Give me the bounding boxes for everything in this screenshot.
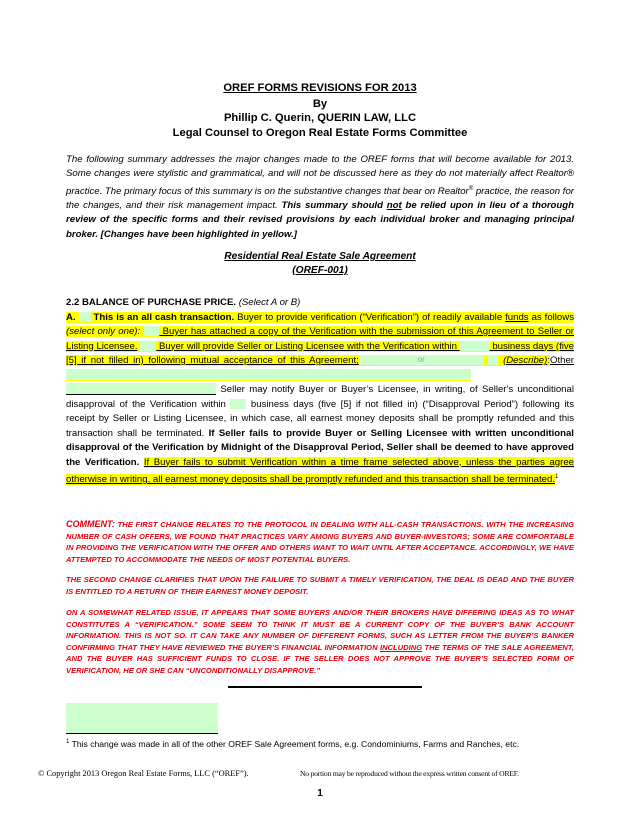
clause-body: A. This is an all cash transaction. Buyer to provide verification (“Verification”) of readily available funds as follows (select only one): Buyer has attached a copy of the Verification with the submission of this Agreement to Seller or Listing Licensee. Buyer will provide Seller or Listing Licensee with the Verification within business days (five [5] if not filled in) following mutual acceptance of this Agreement; or Other (Describe): Seller may notify Buyer or Buyer’s Licensee, in writing, of Seller's unconditional disapproval of the Verification within business days (five [5] if not filled in) (“Disapproval Period”) following its receipt by Seller or Listing Licensee, in which case, all earnest money deposits shall be promptly refunded and this transaction shall be terminated. If Seller fails to provide Buyer or Selling Licensee with written unconditional disapproval of the Verification by Midnight of the Disapproval Period, Seller shall be deemed to have approved the Verification. If Buyer fails to submit Verification within a time frame selected above, unless the parties agree otherwise in writing, all earnest money deposits shall be promptly refunded and this transaction shall be terminated.$^1$	[66, 311, 575, 486]
other-checkbox[interactable]	[488, 355, 498, 365]
doc-author: Phillip C. Querin, QUERIN LAW, LLC	[223, 112, 417, 124]
section-title: Residential Real Estate Sale Agreement	[224, 251, 416, 262]
doc-author-role: Legal Counsel to Oregon Real Estate Forms Committee	[172, 127, 468, 139]
footnote-separator	[66, 733, 218, 734]
verification-attached-checkbox[interactable]	[143, 326, 159, 336]
reproduction-notice: No portion may be reproduced without the express written consent of OREF.	[300, 769, 519, 778]
copyright: © Copyright 2013 Oregon Real Estate Forms, LLC (“OREF”).	[38, 769, 249, 778]
other-label: Other	[550, 355, 574, 366]
disapproval-days-field[interactable]	[230, 399, 246, 409]
blank-field[interactable]	[66, 703, 218, 733]
doc-title: OREF FORMS REVISIONS FOR 2013	[223, 82, 417, 94]
option-a-checkbox[interactable]	[79, 312, 91, 322]
other-describe-field-2[interactable]	[66, 383, 216, 395]
doc-by: By	[312, 98, 328, 110]
other-describe-field[interactable]	[66, 369, 471, 380]
clause-2-2	[66, 296, 574, 488]
footnote-ref[interactable]: 1	[555, 474, 559, 480]
comment-1: COMMENT: THE FIRST CHANGE RELATES TO THE PROTOCOL IN DEALING WITH ALL-CASH TRANSACTIONS. WITH THE INCREASING NUMBER OF CASH OFFERS, WE FOUND THAT PRACTICES VARY AMONG BUYERS AND BUYER-INVESTORS; SOME ARE COMFORTABLE IN PROVIDING THE VERIFICATION WITH THE OFFER AND OTHERS WANT TO WAIT UNTIL AFTER ACCEPTANCE. ACCORDINGLY, WE HAVE ATTEMPTED TO ACCOMMODATE THE NEEDS OF MOST POTENTIAL BUYERS.	[66, 519, 574, 564]
horizontal-rule	[228, 686, 422, 688]
section-code: (OREF-001)	[292, 265, 348, 276]
verification-days-field[interactable]	[460, 341, 490, 351]
intro-paragraph: The following summary addresses the major changes made to the OREF forms that will become available for 2013. Some changes were stylistic and grammatical, and will not be discussed here as they do not materially affect Realtor® practice. The primary focus of this summary is on the substantive changes that bear on Realtor® practice, the reason for the changes, and their risk management impact. This summary should not be relied upon in lieu of a thorough review of the specific forms and their revised provisions by each individual broker and managing principal broker. [Changes have been highlighted in yellow.]	[66, 154, 574, 240]
comment-2: THE SECOND CHANGE CLARIFIES THAT UPON THE FAILURE TO SUBMIT A TIMELY VERIFICATION, THE DEAL IS DEAD AND THE BUYER IS ENTITLED TO A RETURN OF THEIR EARNEST MONEY DEPOSIT.	[66, 575, 574, 596]
clause-heading: 2.2 BALANCE OF PURCHASE PRICE. (Select A or B)	[66, 297, 301, 308]
page-number: 1	[317, 788, 323, 799]
or-separator: or	[359, 355, 484, 365]
verification-later-checkbox[interactable]	[140, 341, 156, 351]
footnote: $^1$ This change was made in all of the other OREF Sale Agreement forms, e.g. Condominiums, Farms and Ranches, etc.	[66, 739, 520, 749]
comment-3: ON A SOMEWHAT RELATED ISSUE, IT APPEARS THAT SOME BUYERS AND/OR THEIR BROKERS HAVE DIFFERING IDEAS AS TO WHAT CONSTITUTES A “VERIFICATION.” SOME SEEM TO THINK IT MUST BE A CURRENT COPY OF THE BUYER’S BANK ACCOUNT INFORMATION. THIS IS NOT SO. IT CAN TAKE ANY NUMBER OF DIFFERENT FORMS, SUCH AS LETTER FROM THE BUYER’S BANKER CONFIRMING THAT THEY HAVE REVIEWED THE BUYER’S FINANCIAL INFORMATION INCLUDING THE TERMS OF THE SALE AGREEMENT, AND THE BUYER HAS SUFFICIENT FUNDS TO CLOSE. IF THE SELLER DOES NOT APPROVE THE BUYER’S SELECTED FORM OF VERIFICATION, HE OR SHE CAN “UNCONDITIONALLY DISAPPROVE.”	[66, 608, 574, 675]
